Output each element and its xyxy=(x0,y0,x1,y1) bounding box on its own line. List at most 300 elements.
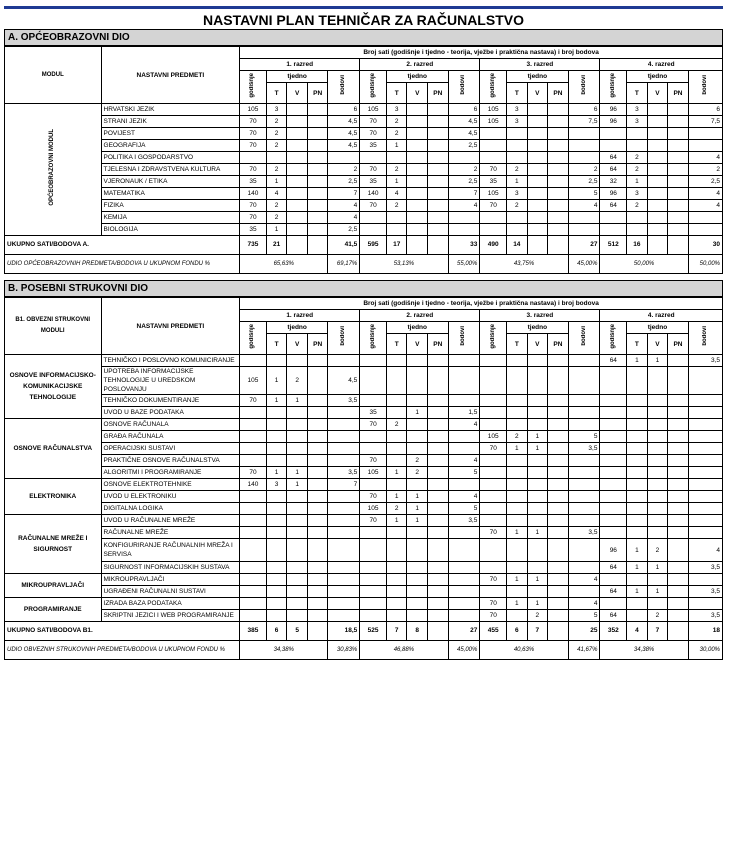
value-cell xyxy=(307,367,328,395)
value-cell: 1 xyxy=(287,479,308,491)
value-cell xyxy=(600,224,627,236)
value-cell xyxy=(688,443,722,455)
value-cell: 18,5 xyxy=(328,622,360,641)
table-row xyxy=(5,610,723,622)
value-cell xyxy=(647,236,668,255)
value-cell xyxy=(287,128,308,140)
value-cell xyxy=(527,116,548,128)
table-row xyxy=(5,515,723,527)
col-header-annual xyxy=(480,322,507,355)
value-cell xyxy=(448,586,480,598)
value-cell xyxy=(548,407,569,419)
value-cell xyxy=(266,503,287,515)
total-label: UKUPNO SATI/BODOVA B1. xyxy=(5,622,240,641)
value-cell xyxy=(266,455,287,467)
value-cell: 35 xyxy=(240,224,267,236)
value-cell xyxy=(527,224,548,236)
value-cell xyxy=(548,455,569,467)
value-cell xyxy=(480,140,507,152)
value-cell: 3 xyxy=(266,479,287,491)
value-cell xyxy=(428,539,449,562)
col-header-pn: PN xyxy=(548,83,569,104)
share-label: UDIO OBVEZNIH STRUKOVNIH PREDMETA/BODOVA U UKUPNOM FONDU % xyxy=(5,641,240,660)
value-cell: 455 xyxy=(480,622,507,641)
value-cell xyxy=(627,367,648,395)
value-cell: 96 xyxy=(600,188,627,200)
col-header-weekly: tjedno xyxy=(627,322,689,334)
value-cell xyxy=(647,598,668,610)
value-cell: 17 xyxy=(386,236,407,255)
value-cell: 4 xyxy=(448,200,480,212)
col-header-annual xyxy=(600,71,627,104)
module-name: OSNOVE INFORMACIJSKO-KOMUNIKACIJSKE TEHNOLOGIJE xyxy=(5,355,102,419)
value-cell xyxy=(568,419,600,431)
value-cell xyxy=(647,116,668,128)
table-row xyxy=(5,503,723,515)
value-cell xyxy=(287,527,308,539)
col-header-points-label: bodovi xyxy=(701,75,708,95)
value-cell xyxy=(287,431,308,443)
value-cell: 4 xyxy=(448,419,480,431)
value-cell: 27 xyxy=(568,236,600,255)
table-row xyxy=(5,419,723,431)
value-cell: 3,5 xyxy=(328,395,360,407)
value-cell xyxy=(668,116,689,128)
value-cell: 2 xyxy=(647,610,668,622)
value-cell xyxy=(668,455,689,467)
value-cell xyxy=(428,152,449,164)
value-cell: 2 xyxy=(448,164,480,176)
value-cell xyxy=(448,212,480,224)
value-cell xyxy=(548,467,569,479)
value-cell xyxy=(668,479,689,491)
value-cell xyxy=(668,598,689,610)
col-header-v: V xyxy=(647,83,668,104)
value-cell xyxy=(307,491,328,503)
subject-name: GRAĐA RAČUNALA xyxy=(101,431,240,443)
grade-header: 3. razred xyxy=(480,310,600,322)
value-cell xyxy=(548,212,569,224)
value-cell xyxy=(527,491,548,503)
value-cell xyxy=(688,503,722,515)
value-cell xyxy=(548,598,569,610)
value-cell: 4 xyxy=(688,152,722,164)
value-cell xyxy=(527,212,548,224)
col-header-t: T xyxy=(627,83,648,104)
col-header-annual xyxy=(600,322,627,355)
value-cell: 1 xyxy=(407,407,428,419)
col-header-annual-label: godišnje xyxy=(609,72,616,98)
value-cell xyxy=(647,419,668,431)
value-cell xyxy=(600,598,627,610)
value-cell xyxy=(507,140,528,152)
value-cell: 385 xyxy=(240,622,267,641)
value-cell xyxy=(287,355,308,367)
value-cell: 2 xyxy=(386,419,407,431)
value-cell xyxy=(688,491,722,503)
value-cell xyxy=(568,128,600,140)
value-cell xyxy=(386,586,407,598)
value-cell xyxy=(688,455,722,467)
value-cell: 4 xyxy=(688,188,722,200)
value-cell: 4 xyxy=(688,539,722,562)
value-cell xyxy=(600,515,627,527)
value-cell: 70 xyxy=(360,128,387,140)
value-cell: 7,5 xyxy=(568,116,600,128)
value-cell xyxy=(548,200,569,212)
col-header-module: B1. OBVEZNI STRUKOVNI MODULI xyxy=(5,298,102,355)
value-cell xyxy=(287,539,308,562)
value-cell xyxy=(548,188,569,200)
col-header-weekly: tjedno xyxy=(507,322,569,334)
value-cell xyxy=(240,539,267,562)
value-cell xyxy=(507,586,528,598)
table-row xyxy=(5,491,723,503)
value-cell xyxy=(386,574,407,586)
value-cell: 3,5 xyxy=(688,562,722,574)
value-cell: 4 xyxy=(627,622,648,641)
value-cell: 70 xyxy=(240,116,267,128)
value-cell: 3 xyxy=(507,104,528,116)
value-cell xyxy=(548,367,569,395)
subject-name: TEHNIČKO I POSLOVNO KOMUNICIRANJE xyxy=(101,355,240,367)
value-cell xyxy=(360,431,387,443)
value-cell xyxy=(548,152,569,164)
value-cell xyxy=(480,539,507,562)
value-cell xyxy=(568,562,600,574)
value-cell xyxy=(527,176,548,188)
value-cell xyxy=(600,128,627,140)
subject-name: UPOTREBA INFORMACIJSKE TEHNOLOGIJE U UREDSKOM POSLOVANJU xyxy=(101,367,240,395)
value-cell xyxy=(668,622,689,641)
value-cell xyxy=(507,562,528,574)
value-cell: 70 xyxy=(360,455,387,467)
value-cell xyxy=(668,586,689,598)
value-cell xyxy=(507,407,528,419)
value-cell xyxy=(568,479,600,491)
subject-name: HRVATSKI JEZIK xyxy=(101,104,240,116)
value-cell xyxy=(527,479,548,491)
value-cell xyxy=(627,212,648,224)
value-cell: 1 xyxy=(527,574,548,586)
value-cell xyxy=(428,407,449,419)
value-cell: 1 xyxy=(266,367,287,395)
value-cell: 70 xyxy=(480,164,507,176)
value-cell xyxy=(480,479,507,491)
value-cell xyxy=(480,367,507,395)
value-cell: 105 xyxy=(480,104,507,116)
value-cell xyxy=(668,355,689,367)
subject-name: OSNOVE RAČUNALA xyxy=(101,419,240,431)
value-cell: 70 xyxy=(360,419,387,431)
value-cell: 70 xyxy=(240,128,267,140)
value-cell: 1 xyxy=(507,443,528,455)
value-cell xyxy=(328,610,360,622)
value-cell xyxy=(360,395,387,407)
col-header-v: V xyxy=(407,83,428,104)
document-page xyxy=(4,6,723,660)
value-cell: 2 xyxy=(407,455,428,467)
value-cell xyxy=(448,431,480,443)
value-cell xyxy=(527,467,548,479)
value-cell xyxy=(527,455,548,467)
value-cell xyxy=(428,224,449,236)
value-cell xyxy=(287,610,308,622)
value-cell xyxy=(428,598,449,610)
value-cell xyxy=(287,224,308,236)
value-cell xyxy=(266,527,287,539)
value-cell: 64 xyxy=(600,586,627,598)
table-row xyxy=(5,355,723,367)
value-cell: 4,5 xyxy=(328,116,360,128)
col-header-subjects: NASTAVNI PREDMETI xyxy=(101,298,240,355)
table-row xyxy=(5,200,723,212)
table-row xyxy=(5,176,723,188)
col-header-t: T xyxy=(266,334,287,355)
value-cell xyxy=(507,455,528,467)
value-cell xyxy=(360,355,387,367)
value-cell: 70 xyxy=(360,491,387,503)
value-cell xyxy=(428,431,449,443)
value-cell xyxy=(266,598,287,610)
value-cell xyxy=(448,610,480,622)
value-cell: 140 xyxy=(240,188,267,200)
value-cell xyxy=(600,140,627,152)
share-hours: 43,75% xyxy=(480,255,568,274)
col-header-t: T xyxy=(627,334,648,355)
subject-name: UVOD U BAZE PODATAKA xyxy=(101,407,240,419)
value-cell xyxy=(627,431,648,443)
value-cell: 6 xyxy=(688,104,722,116)
value-cell xyxy=(428,562,449,574)
value-cell xyxy=(507,128,528,140)
value-cell xyxy=(266,431,287,443)
value-cell xyxy=(328,539,360,562)
value-cell xyxy=(287,586,308,598)
value-cell xyxy=(428,443,449,455)
value-cell xyxy=(480,152,507,164)
value-cell xyxy=(328,503,360,515)
value-cell: 96 xyxy=(600,104,627,116)
value-cell xyxy=(548,419,569,431)
value-cell xyxy=(568,395,600,407)
value-cell xyxy=(480,212,507,224)
col-header-annual-label: godišnje xyxy=(249,323,256,349)
value-cell: 2,5 xyxy=(568,176,600,188)
value-cell xyxy=(307,467,328,479)
grade-header: 4. razred xyxy=(600,59,723,71)
value-cell xyxy=(240,431,267,443)
value-cell: 2 xyxy=(266,128,287,140)
value-cell: 70 xyxy=(240,164,267,176)
value-cell xyxy=(407,539,428,562)
table-row xyxy=(5,527,723,539)
value-cell xyxy=(527,140,548,152)
value-cell xyxy=(287,152,308,164)
value-cell: 5 xyxy=(448,503,480,515)
value-cell xyxy=(307,395,328,407)
value-cell xyxy=(307,212,328,224)
subject-name: SKRIPTNI JEZICI I WEB PROGRAMIRANJE xyxy=(101,610,240,622)
value-cell xyxy=(328,586,360,598)
table-row xyxy=(5,598,723,610)
value-cell: 35 xyxy=(360,407,387,419)
header-span: Broj sati (godišnje i tjedno - teorija, vježbe i praktična nastava) i broj bodova xyxy=(240,298,723,310)
col-header-annual xyxy=(240,322,267,355)
value-cell xyxy=(240,355,267,367)
value-cell xyxy=(568,586,600,598)
share-points: 30,83% xyxy=(328,641,360,660)
table-row xyxy=(5,367,723,395)
value-cell: 70 xyxy=(360,515,387,527)
value-cell xyxy=(448,527,480,539)
value-cell xyxy=(428,419,449,431)
value-cell xyxy=(428,503,449,515)
grade-header: 4. razred xyxy=(600,310,723,322)
value-cell xyxy=(240,527,267,539)
value-cell xyxy=(568,539,600,562)
value-cell xyxy=(360,479,387,491)
value-cell: 3 xyxy=(507,188,528,200)
value-cell: 1 xyxy=(386,176,407,188)
table-row xyxy=(5,431,723,443)
col-header-weekly: tjedno xyxy=(266,71,328,83)
value-cell: 525 xyxy=(360,622,387,641)
value-cell: 35 xyxy=(480,176,507,188)
value-cell: 7 xyxy=(527,622,548,641)
value-cell xyxy=(386,212,407,224)
value-cell: 7 xyxy=(328,188,360,200)
value-cell: 1,5 xyxy=(448,407,480,419)
value-cell xyxy=(548,443,569,455)
value-cell: 2 xyxy=(507,200,528,212)
value-cell xyxy=(287,503,308,515)
value-cell: 1 xyxy=(527,598,548,610)
module-name: RAČUNALNE MREŽE I SIGURNOST xyxy=(5,515,102,574)
value-cell: 2 xyxy=(287,367,308,395)
value-cell xyxy=(568,140,600,152)
value-cell xyxy=(668,367,689,395)
value-cell xyxy=(307,140,328,152)
value-cell: 70 xyxy=(240,467,267,479)
value-cell xyxy=(287,200,308,212)
value-cell xyxy=(386,431,407,443)
value-cell xyxy=(480,491,507,503)
value-cell xyxy=(360,598,387,610)
value-cell xyxy=(307,562,328,574)
value-cell xyxy=(328,491,360,503)
value-cell xyxy=(647,128,668,140)
col-header-weekly: tjedno xyxy=(386,322,448,334)
value-cell: 2 xyxy=(627,152,648,164)
value-cell xyxy=(548,128,569,140)
value-cell xyxy=(688,419,722,431)
value-cell xyxy=(328,562,360,574)
value-cell xyxy=(428,367,449,395)
value-cell: 6 xyxy=(448,104,480,116)
value-cell: 35 xyxy=(360,140,387,152)
value-cell xyxy=(407,479,428,491)
col-header-points-label: bodovi xyxy=(580,75,587,95)
col-header-points xyxy=(688,322,722,355)
value-cell xyxy=(407,443,428,455)
value-cell xyxy=(627,419,648,431)
value-cell: 7,5 xyxy=(688,116,722,128)
value-cell xyxy=(328,443,360,455)
subject-name: PRAKTIČNE OSNOVE RAČUNALSTVA xyxy=(101,455,240,467)
value-cell xyxy=(507,479,528,491)
value-cell xyxy=(668,212,689,224)
col-header-v: V xyxy=(407,334,428,355)
value-cell: 1 xyxy=(627,355,648,367)
value-cell: 2 xyxy=(328,164,360,176)
value-cell xyxy=(407,598,428,610)
value-cell xyxy=(428,116,449,128)
value-cell xyxy=(480,467,507,479)
value-cell xyxy=(668,491,689,503)
value-cell: 490 xyxy=(480,236,507,255)
value-cell: 2 xyxy=(407,467,428,479)
value-cell xyxy=(647,224,668,236)
value-cell xyxy=(627,491,648,503)
value-cell xyxy=(627,407,648,419)
value-cell xyxy=(548,586,569,598)
col-header-points-label: bodovi xyxy=(701,326,708,346)
share-hours: 34,38% xyxy=(240,641,328,660)
value-cell: 2 xyxy=(627,200,648,212)
value-cell xyxy=(428,622,449,641)
value-cell xyxy=(600,212,627,224)
value-cell xyxy=(527,104,548,116)
value-cell xyxy=(307,407,328,419)
value-cell xyxy=(647,503,668,515)
value-cell xyxy=(287,176,308,188)
value-cell: 70 xyxy=(480,200,507,212)
value-cell xyxy=(307,164,328,176)
value-cell: 1 xyxy=(627,562,648,574)
value-cell xyxy=(287,116,308,128)
value-cell: 1 xyxy=(266,224,287,236)
vocational-table xyxy=(4,297,723,660)
value-cell xyxy=(266,539,287,562)
value-cell xyxy=(407,116,428,128)
value-cell xyxy=(507,419,528,431)
value-cell: 1 xyxy=(627,176,648,188)
module-general xyxy=(5,104,102,236)
value-cell: 2 xyxy=(627,164,648,176)
value-cell: 96 xyxy=(600,116,627,128)
value-cell xyxy=(448,598,480,610)
value-cell xyxy=(386,455,407,467)
value-cell xyxy=(527,152,548,164)
table-row xyxy=(5,539,723,562)
value-cell xyxy=(688,224,722,236)
value-cell: 105 xyxy=(360,467,387,479)
share-hours: 46,88% xyxy=(360,641,448,660)
col-header-t: T xyxy=(266,83,287,104)
section-b-heading: B. POSEBNI STRUKOVNI DIO xyxy=(4,280,723,297)
value-cell xyxy=(668,224,689,236)
value-cell xyxy=(407,236,428,255)
value-cell: 1 xyxy=(647,586,668,598)
value-cell: 70 xyxy=(240,212,267,224)
value-cell: 4 xyxy=(448,455,480,467)
value-cell xyxy=(527,539,548,562)
col-header-points xyxy=(688,71,722,104)
share-label: UDIO OPĆEOBRAZOVNIH PREDMETA/BODOVA U UKUPNOM FONDU % xyxy=(5,255,240,274)
subject-name: GEOGRAFIJA xyxy=(101,140,240,152)
value-cell: 1 xyxy=(386,140,407,152)
